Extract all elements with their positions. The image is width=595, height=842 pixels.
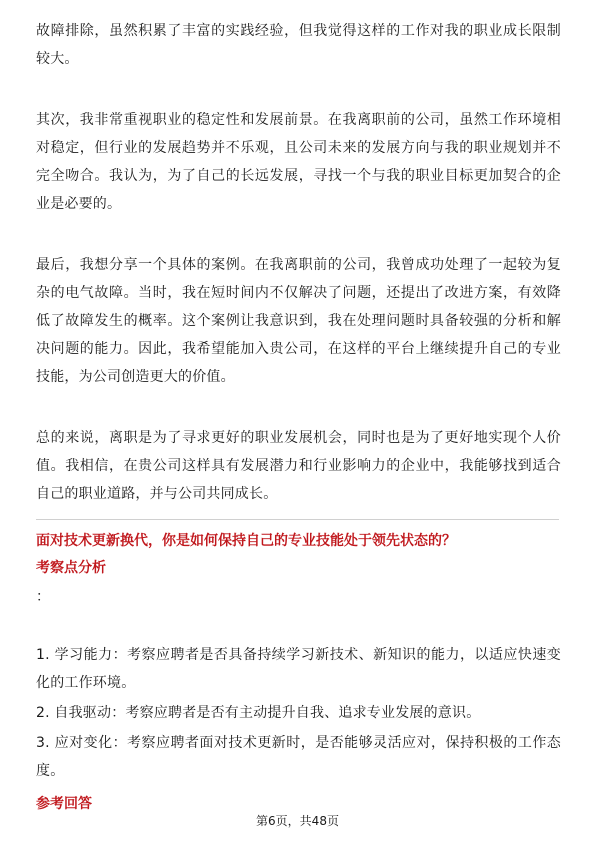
analysis-colon: ： <box>36 589 50 605</box>
analysis-heading: 考察点分析 <box>36 560 106 576</box>
interview-question: 面对技术更新换代，你是如何保持自己的专业技能处于领先状态的？ <box>36 533 456 549</box>
analysis-item-2: 2. 自我驱动：考察应聘者是否有主动提升自我、追求专业发展的意识。 <box>36 705 481 721</box>
body-paragraph-1: 故障排除，虽然积累了丰富的实践经验，但我觉得这样的工作对我的职业成长限制较大。 <box>36 23 561 67</box>
page-number-footer: 第6页，共48页 <box>256 814 339 828</box>
section-divider <box>36 519 559 520</box>
body-paragraph-2: 其次，我非常重视职业的稳定性和发展前景。在我离职前的公司，虽然工作环境相对稳定，但行业的发展趋势并不乐观，且公司未来的发展方向与我的职业规划并不完全吻合。我认为，为了自己的长远发展，寻找一个与我的职业目标更加契合的企业是必要的。 <box>36 112 561 212</box>
body-paragraph-4: 总的来说，离职是为了寻求更好的职业发展机会，同时也是为了更好地实现个人价值。我相信，在贵公司这样具有发展潜力和行业影响力的企业中，我能够找到适合自己的职业道路，并与公司共同成长。 <box>36 430 561 502</box>
body-paragraph-3: 最后，我想分享一个具体的案例。在我离职前的公司，我曾成功处理了一起较为复杂的电气故障。当时，我在短时间内不仅解决了问题，还提出了改进方案，有效降低了故障发生的概率。这个案例让我意识到，我在处理问题时具备较强的分析和解决问题的能力。因此，我希望能加入贵公司，在这样的平台上继续提升自己的专业技能，为公司创造更大的价值。 <box>36 257 561 385</box>
analysis-item-3: 3. 应对变化：考察应聘者面对技术更新时，是否能够灵活应对，保持积极的工作态度。 <box>36 735 561 779</box>
answer-heading: 参考回答 <box>36 796 92 812</box>
analysis-item-1: 1. 学习能力：考察应聘者是否具备持续学习新技术、新知识的能力，以适应快速变化的工作环境。 <box>36 647 561 691</box>
